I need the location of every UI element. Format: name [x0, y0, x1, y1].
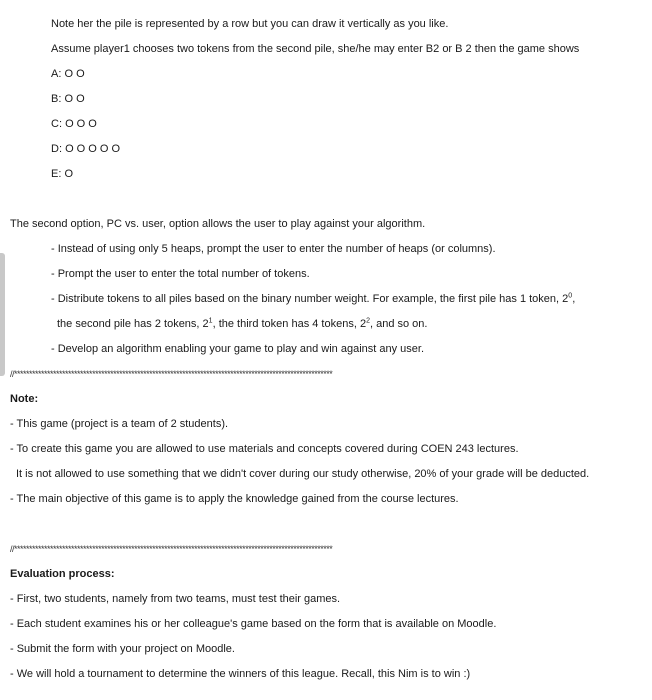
pile-tokens: O	[64, 168, 74, 180]
bullet-3b-exponent-2: 2	[366, 317, 370, 325]
scroll-edge-bar	[0, 253, 5, 376]
bullet-3a-text: - Distribute tokens to all piles based on the binary number weight. For example, the first pile has 1 token, 2	[51, 293, 569, 305]
bullet-3b-text: the second pile has 2 tokens, 2	[57, 318, 209, 330]
pile-tokens: O O	[64, 93, 85, 105]
intro-line-1: Note her the pile is represented by a row but you can draw it vertically as you like.	[51, 18, 449, 30]
separator-line-2: //**********************************************************************************************************	[10, 544, 333, 554]
pile-label: B:	[51, 93, 62, 105]
pile-row-e	[51, 167, 73, 181]
note-title: Note:	[10, 393, 39, 405]
pile-row-b	[51, 92, 85, 106]
pile-tokens: O O	[64, 68, 85, 80]
second-option-bullet-2: - Prompt the user to enter the total number of tokens.	[51, 268, 310, 280]
bullet-3b-middle: , the third token has 4 tokens, 2	[212, 318, 367, 330]
second-option-bullet-3b	[57, 317, 427, 331]
pile-label: A:	[51, 68, 62, 80]
pile-label: D:	[51, 143, 62, 155]
second-option-heading: The second option, PC vs. user, option allows the user to play against your algorithm.	[10, 218, 426, 230]
pile-tokens: O O O	[65, 118, 97, 130]
note-item-1: - This game (project is a team of 2 students).	[10, 418, 229, 430]
evaluation-item-2: - Each student examines his or her colleague's game based on the form that is available on Moodle.	[10, 618, 497, 630]
note-item-3: It is not allowed to use something that we didn't cover during our study otherwise, 20% of your grade will be deducted.	[16, 468, 590, 480]
evaluation-title: Evaluation process:	[10, 568, 115, 580]
pile-label: E:	[51, 168, 62, 180]
intro-line-2: Assume player1 chooses two tokens from the second pile, she/he may enter B2 or B 2 then the game shows	[51, 43, 580, 55]
note-item-2: - To create this game you are allowed to use materials and concepts covered during COEN 243 lectures.	[10, 443, 519, 455]
pile-row-d	[51, 142, 120, 156]
separator-line-1: //**********************************************************************************************************	[10, 369, 333, 379]
pile-row-c	[51, 117, 97, 131]
evaluation-item-3: - Submit the form with your project on Moodle.	[10, 643, 235, 655]
second-option-bullet-1: - Instead of using only 5 heaps, prompt the user to enter the number of heaps (or columns).	[51, 243, 496, 255]
pile-row-a	[51, 67, 85, 81]
second-option-bullet-4: - Develop an algorithm enabling your game to play and win against any user.	[51, 343, 425, 355]
evaluation-item-4: - We will hold a tournament to determine the winners of this league. Recall, this Nim is to win :)	[10, 668, 471, 680]
evaluation-item-1: - First, two students, namely from two teams, must test their games.	[10, 593, 341, 605]
second-option-bullet-3a	[51, 292, 575, 306]
bullet-3a-exponent: 0	[568, 292, 573, 300]
note-item-4: - The main objective of this game is to apply the knowledge gained from the course lectures.	[10, 493, 459, 505]
bullet-3b-exponent-1: 1	[208, 317, 213, 325]
bullet-3b-tail: , and so on.	[369, 318, 428, 330]
pile-label: C:	[51, 118, 62, 130]
pile-tokens: O O O O O	[65, 143, 121, 155]
bullet-3a-tail: ,	[572, 293, 576, 305]
